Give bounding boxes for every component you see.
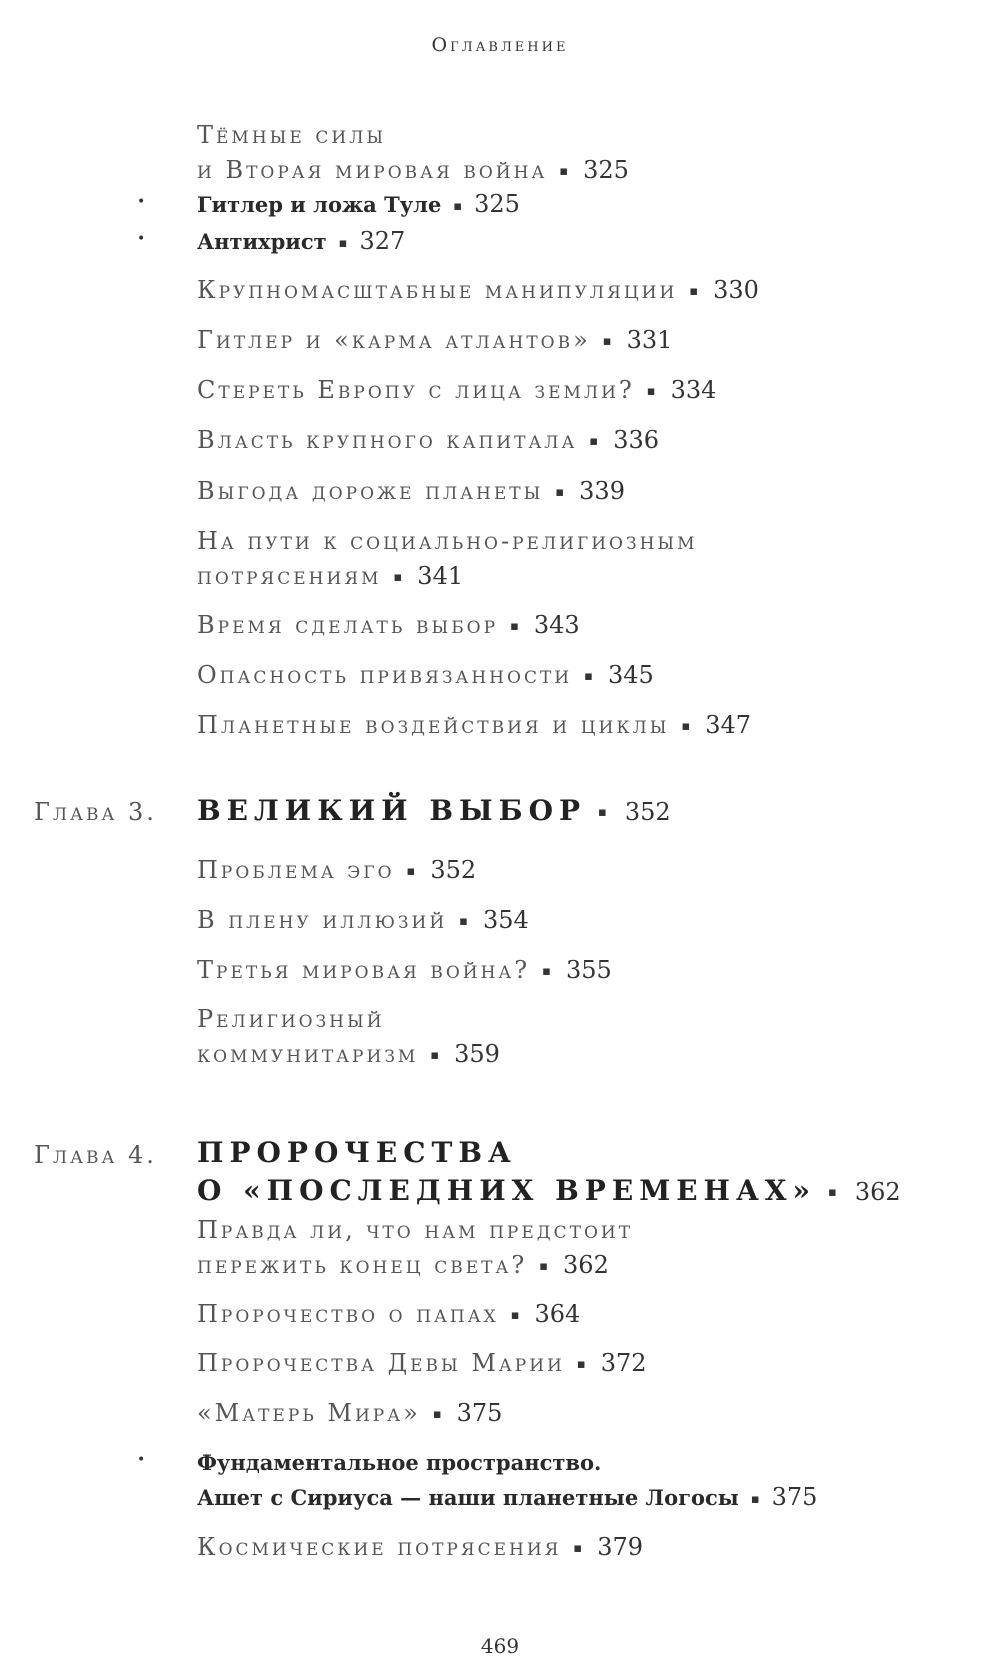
separator-icon: ▪ — [589, 434, 602, 449]
separator-icon: ▪ — [602, 334, 615, 349]
separator-icon: ▪ — [510, 1308, 523, 1323]
toc-entry[interactable]: Время сделать выбор ▪ 343 — [197, 608, 957, 644]
separator-icon: ▪ — [646, 384, 659, 399]
separator-icon: ▪ — [828, 1184, 843, 1200]
page-ref: 327 — [359, 227, 406, 255]
page-ref: 375 — [456, 1399, 503, 1427]
page-ref: 359 — [454, 1040, 500, 1068]
page-ref: 347 — [705, 711, 752, 739]
toc-entry[interactable]: Правда ли, что нам предстоит пережить конец света? ▪ 362 — [197, 1213, 957, 1284]
page-ref: 331 — [626, 326, 673, 354]
separator-icon: ▪ — [510, 619, 522, 634]
separator-icon: ▪ — [750, 1491, 760, 1507]
toc-entry[interactable]: Тёмные силы и Вторая мировая война ▪ 325 — [197, 118, 957, 189]
chapter-title[interactable]: ПРОРОЧЕСТВА О «ПОСЛЕДНИХ ВРЕМЕНАХ» ▪ 362 — [197, 1134, 957, 1212]
separator-icon: ▪ — [430, 1048, 443, 1063]
page-ref: 345 — [607, 661, 654, 689]
page-ref: 330 — [713, 276, 759, 304]
bullet-icon: • — [137, 231, 146, 247]
page-ref: 334 — [670, 376, 717, 404]
chapter-title[interactable]: ВЕЛИКИЙ ВЫБОР ▪ 352 — [197, 792, 957, 832]
toc-entry[interactable]: Третья мировая война? ▪ 355 — [197, 953, 957, 989]
separator-icon: ▪ — [432, 1407, 445, 1422]
chapter-label: Глава 3. — [34, 798, 157, 826]
page-ref: 375 — [771, 1483, 818, 1511]
page-ref: 341 — [417, 562, 464, 590]
toc-entry[interactable]: Космические потрясения ▪ 379 — [197, 1530, 957, 1566]
separator-icon: ▪ — [459, 914, 471, 929]
separator-icon: ▪ — [338, 235, 348, 251]
separator-icon: ▪ — [559, 164, 572, 179]
page-number: 469 — [480, 1634, 520, 1658]
page-ref: 362 — [563, 1251, 609, 1279]
page-ref: 372 — [600, 1349, 647, 1377]
toc-entry[interactable]: Религиозный коммунитаризм ▪ 359 — [197, 1002, 957, 1073]
toc-entry[interactable]: Пророчество о папах ▪ 364 — [197, 1297, 957, 1333]
page-ref: 325 — [583, 156, 629, 184]
separator-icon: ▪ — [453, 198, 463, 214]
page-ref: 364 — [534, 1300, 581, 1328]
page-ref: 379 — [597, 1533, 644, 1561]
separator-icon: ▪ — [681, 719, 694, 734]
separator-icon: ▪ — [406, 864, 419, 879]
toc-entry[interactable]: Проблема эго ▪ 352 — [197, 853, 957, 889]
page-ref: 325 — [474, 190, 520, 218]
page-ref: 352 — [624, 798, 671, 826]
separator-icon: ▪ — [576, 1357, 589, 1372]
toc-subentry[interactable]: Гитлер и ложа Туле ▪ 325 — [197, 187, 957, 224]
toc-subentry[interactable]: Фундаментальное пространство. Ашет с Сириуса — наши планетные Логосы ▪ 375 — [197, 1446, 957, 1517]
separator-icon: ▪ — [689, 284, 702, 299]
toc-entry[interactable]: Власть крупного капитала ▪ 336 — [197, 423, 957, 459]
page-ref: 339 — [579, 477, 625, 505]
page-ref: 343 — [533, 611, 580, 639]
toc-entry[interactable]: Крупномасштабные манипуляции ▪ 330 — [197, 273, 957, 309]
toc-entry[interactable]: Пророчества Девы Марии ▪ 372 — [197, 1346, 957, 1382]
toc-entry[interactable]: Опасность привязанности ▪ 345 — [197, 658, 957, 694]
page-ref: 354 — [482, 906, 529, 934]
page-ref: 355 — [565, 956, 612, 984]
separator-icon: ▪ — [542, 964, 554, 979]
bullet-icon: • — [137, 1452, 146, 1468]
chapter-label: Глава 4. — [34, 1141, 157, 1169]
separator-icon: ▪ — [573, 1541, 586, 1556]
toc-entry[interactable]: Выгода дороже планеты ▪ 339 — [197, 474, 957, 510]
toc-entry[interactable]: «Матерь Мира» ▪ 375 — [197, 1396, 957, 1432]
page-ref: 352 — [430, 856, 477, 884]
separator-icon: ▪ — [598, 804, 613, 820]
toc-entry[interactable]: Стереть Европу с лица земли? ▪ 334 — [197, 373, 957, 409]
toc-subentry[interactable]: Антихрист ▪ 327 — [197, 224, 957, 261]
separator-icon: ▪ — [393, 570, 406, 585]
page-ref: 362 — [854, 1178, 901, 1206]
page-ref: 336 — [613, 426, 659, 454]
separator-icon: ▪ — [539, 1259, 552, 1274]
bullet-icon: • — [137, 194, 146, 210]
toc-entry[interactable]: В плену иллюзий ▪ 354 — [197, 903, 957, 939]
toc-entry[interactable]: Планетные воздействия и циклы ▪ 347 — [197, 708, 957, 744]
separator-icon: ▪ — [584, 669, 596, 684]
page-header: Оглавление — [431, 34, 569, 56]
toc-entry[interactable]: На пути к социально-религиозным потрясениям ▪ 341 — [197, 524, 957, 595]
toc-entry[interactable]: Гитлер и «карма атлантов» ▪ 331 — [197, 323, 957, 359]
separator-icon: ▪ — [555, 485, 568, 500]
